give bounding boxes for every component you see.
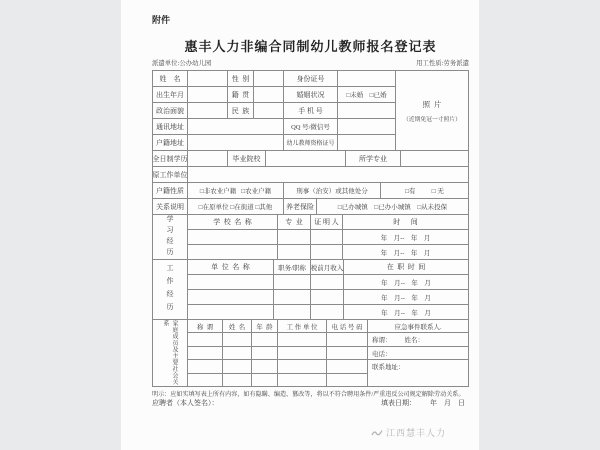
study-major-cell — [278, 230, 311, 245]
id-number-value-cell — [338, 71, 396, 87]
birth-value-cell — [188, 87, 228, 103]
teacher-cert-value-cell — [338, 135, 396, 151]
school-name-cell — [188, 230, 278, 245]
college-label: 毕业院校 — [228, 151, 266, 167]
family-age-cell — [252, 333, 278, 347]
right-gray-band — [479, 0, 600, 450]
fulltime-education-label: 全日制学历 — [153, 151, 188, 167]
family-relation-header: 称 谓 — [188, 320, 223, 333]
photo-box — [396, 71, 469, 151]
family-row — [188, 347, 368, 361]
family-phone-header: 电 话 号 码 — [327, 320, 368, 333]
study-witness-cell — [311, 230, 343, 245]
work-unit-header: 单 位 名 称 — [188, 260, 274, 275]
major-studied-value-cell — [401, 151, 469, 167]
family-header-row — [188, 320, 368, 333]
family-phone-cell — [327, 347, 368, 361]
marital-status-checkboxes: □未婚 □已婚 — [338, 87, 396, 103]
family-unit-header: 工 作 单 位 — [278, 320, 327, 333]
work-title-cell — [274, 305, 311, 320]
disclaimer-note: 明示：应如实填写表上所有内容，如有隐瞒、编造、篡改等，将以不符合聘用条件/严重违反公司规定解除劳动关系。 — [152, 392, 465, 398]
school-name-header: 学 校 名 称 — [188, 215, 278, 230]
work-title-cell — [274, 290, 311, 305]
work-title-cell — [274, 275, 311, 290]
family-unit-cell — [278, 360, 327, 374]
emergency-relation-name-cell: 称谓： 姓名： — [368, 333, 469, 347]
emergency-contact-header: 应急事件联系人. — [368, 320, 469, 333]
work-time-header: 在 职 时 间 — [344, 260, 469, 275]
qq-wechat-label: QQ 号/微信号 — [284, 119, 338, 135]
study-experience-section — [153, 215, 469, 260]
study-section-label: 学习经历 — [166, 215, 174, 259]
work-unit-cell — [188, 290, 274, 305]
major-studied-label: 所学专业 — [346, 151, 401, 167]
family-phone-cell — [327, 360, 368, 374]
hukou-type-checkboxes: □非农业户籍 □农业户籍 — [188, 183, 284, 199]
study-row — [188, 230, 469, 245]
applicant-signature-label: 应聘者（本人签名）： — [152, 399, 219, 407]
emergency-phone-cell: 电话： — [368, 347, 469, 361]
family-section-label: 家庭成员及主要社会关系 — [162, 320, 177, 385]
work-income-cell — [311, 290, 344, 305]
family-phone-cell — [327, 333, 368, 347]
personal-info-block — [153, 71, 469, 151]
work-income-header: 税前月收入 — [311, 260, 344, 275]
criminal-record-checkboxes: □有 □ 无 — [381, 183, 469, 199]
relation-note-label: 关系说明 — [153, 199, 188, 215]
criminal-record-label: 刑事（治安）或其他处分 — [284, 183, 381, 199]
study-witness-cell — [311, 245, 343, 260]
work-section-label: 工作经历 — [166, 263, 174, 316]
mailing-address-value-cell — [188, 119, 284, 135]
emergency-contact-column — [368, 320, 469, 387]
family-unit-cell — [278, 347, 327, 361]
name-value-cell — [188, 71, 228, 87]
id-number-label: 身份证号 — [284, 71, 338, 87]
work-income-cell — [311, 305, 344, 320]
family-section-label-cell — [153, 320, 188, 387]
table-row — [153, 151, 469, 167]
study-section-label-cell — [153, 215, 188, 260]
family-relation-cell — [188, 333, 223, 347]
table-row — [153, 199, 469, 215]
native-place-value-cell — [254, 87, 284, 103]
work-header-row — [188, 260, 469, 275]
pension-label: 养老保险 — [284, 199, 317, 215]
work-income-cell — [311, 275, 344, 290]
mailing-address-label: 通讯地址 — [153, 119, 188, 135]
photo-box-title: 照 片 — [422, 99, 442, 109]
birth-label: 出生年月 — [153, 87, 188, 103]
marital-status-label: 婚姻状况 — [284, 87, 338, 103]
watermark-text: 江西慧丰人力 — [386, 428, 447, 438]
work-time-range: 年 月-- 年 月 — [344, 275, 469, 290]
family-age-cell — [252, 374, 278, 388]
gender-label: 性 别 — [228, 71, 254, 87]
college-value-cell — [266, 151, 346, 167]
ethnicity-value-cell — [254, 103, 284, 119]
household-address-label: 户籍地址 — [153, 135, 188, 151]
family-relation-cell — [188, 360, 223, 374]
political-status-value-cell — [188, 103, 228, 119]
family-name-cell — [223, 374, 252, 388]
ethnicity-label: 民 族 — [228, 103, 254, 119]
mobile-value-cell — [338, 103, 396, 119]
family-phone-cell — [327, 374, 368, 388]
household-address-value-cell — [188, 135, 284, 151]
study-time-range: 年 月-- 年 月 — [343, 245, 469, 260]
qq-wechat-value-cell — [338, 119, 396, 135]
family-age-cell — [252, 360, 278, 374]
registration-table — [152, 70, 469, 387]
family-name-cell — [223, 333, 252, 347]
family-unit-cell — [278, 333, 327, 347]
table-row — [153, 167, 469, 183]
family-relation-cell — [188, 347, 223, 361]
family-name-cell — [223, 360, 252, 374]
family-name-cell — [223, 347, 252, 361]
fulltime-education-value-cell — [188, 151, 228, 167]
work-section-label-cell — [153, 260, 188, 320]
mobile-label: 手 机 号 — [284, 103, 338, 119]
family-name-header: 姓 名 — [223, 320, 252, 333]
hukou-type-label: 户籍性质 — [153, 183, 188, 199]
study-major-cell — [278, 245, 311, 260]
former-unit-value-cell — [188, 167, 469, 183]
work-row — [188, 305, 469, 320]
study-time-header: 时 间 — [343, 215, 469, 230]
work-unit-cell — [188, 305, 274, 320]
company-logo-icon — [371, 428, 383, 438]
work-experience-section — [153, 260, 469, 320]
study-row — [188, 245, 469, 260]
form-page — [121, 0, 479, 450]
family-age-cell — [252, 347, 278, 361]
gender-value-cell — [254, 71, 284, 87]
name-label: 姓 名 — [153, 71, 188, 87]
former-unit-label: 原工作单位 — [153, 167, 188, 183]
family-members-section — [153, 320, 469, 387]
family-row — [188, 333, 368, 347]
dispatch-unit-label: 派遣单位:公办幼儿园 — [152, 60, 212, 67]
relation-note-checkboxes: □在原单位 □在街道 □其他 — [188, 199, 284, 215]
work-time-range: 年 月-- 年 月 — [344, 290, 469, 305]
study-major-header: 专 业 — [278, 215, 311, 230]
work-unit-cell — [188, 275, 274, 290]
school-name-cell — [188, 245, 278, 260]
study-witness-header: 证 明 人 — [311, 215, 343, 230]
family-age-header: 年 龄 — [252, 320, 278, 333]
teacher-cert-label: 幼儿教师资格证号 — [284, 135, 338, 151]
employment-nature-label: 用工性质:劳务派遣 — [416, 60, 469, 67]
family-relation-cell — [188, 374, 223, 388]
fill-date-label: 填表日期： 年 月 日 — [381, 399, 465, 407]
study-time-range: 年 月-- 年 月 — [343, 230, 469, 245]
work-row — [188, 290, 469, 305]
photo-box-note: （近期免冠一寸照片） — [403, 116, 461, 123]
form-title: 惠丰人力非编合同制幼儿教师报名登记表 — [184, 39, 437, 54]
native-place-label: 籍 贯 — [228, 87, 254, 103]
emergency-address-cell: 联系地址： — [368, 360, 469, 387]
left-gray-band — [0, 0, 121, 450]
work-title-header: 职务/职称 — [274, 260, 311, 275]
table-row — [153, 183, 469, 199]
work-time-range: 年 月-- 年 月 — [344, 305, 469, 320]
family-row — [188, 374, 368, 388]
study-header-row — [188, 215, 469, 230]
pension-checkboxes: □已办城镇 □已办小城镇 □从未投保 — [317, 199, 469, 215]
political-status-label: 政治面貌 — [153, 103, 188, 119]
work-row — [188, 275, 469, 290]
attachment-label: 附件 — [152, 15, 171, 25]
watermark — [371, 426, 446, 439]
family-unit-cell — [278, 374, 327, 388]
family-row — [188, 360, 368, 374]
